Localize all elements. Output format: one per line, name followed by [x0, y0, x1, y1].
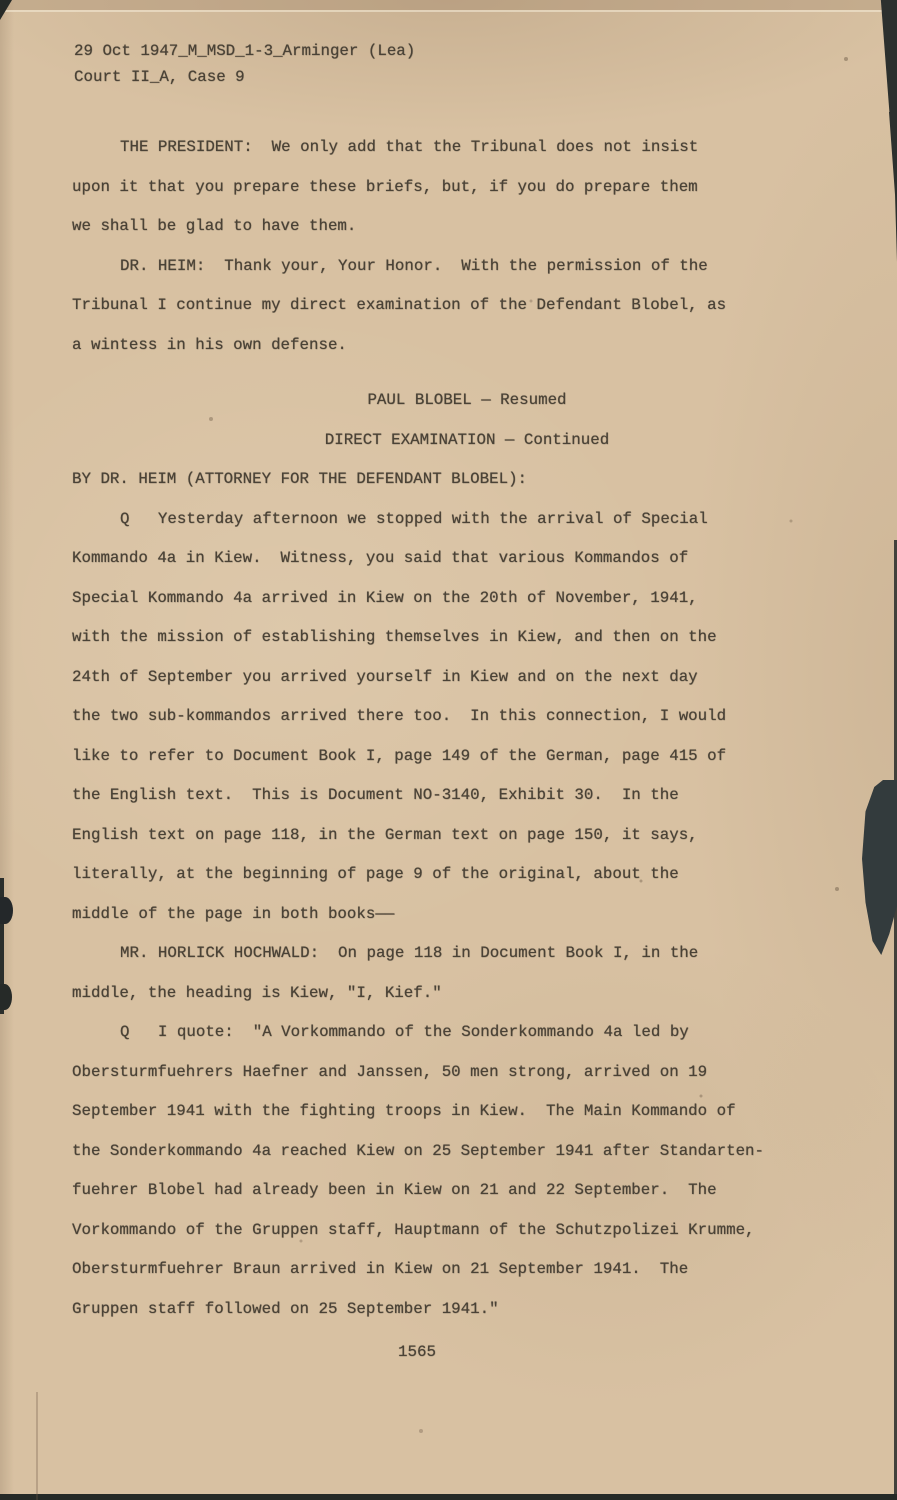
paper-tear [862, 780, 897, 955]
transcript-line: the English text. This is Document NO-3140, Exhibit 30. In the [72, 786, 679, 804]
left-edge-ink-blob [0, 984, 12, 1010]
transcript-line: the two sub-kommandos arrived there too. In this connection, I would [72, 707, 727, 725]
transcript-line: Q Yesterday afternoon we stopped with the arrival of Special [120, 509, 708, 528]
transcript-line: fuehrer Blobel had already been in Kiew on 21 and 22 September. The [72, 1181, 717, 1199]
transcript-line: middle of the page in both books—— [72, 904, 395, 923]
transcript-line: middle, the heading is Kiew, "I, Kief." [72, 983, 442, 1002]
section-subtitle: DIRECT EXAMINATION — Continued [324, 430, 610, 449]
transcript-line: 24th of September you arrived yourself in Kiew and on the next day [72, 667, 698, 686]
transcript-line: a wintess in his own defense. [72, 335, 347, 354]
scan-right-edge-taper [889, 112, 897, 262]
scan-right-edge-top [878, 0, 897, 112]
transcript-body [72, 128, 772, 1329]
paper-crease [36, 1392, 38, 1500]
transcript-line: the Sonderkommando 4a reached Kiew on 25 September 1941 after Standarten- [72, 1141, 765, 1160]
transcript-line: we shall be glad to have them. [72, 217, 357, 235]
transcript-line: MR. HORLICK HOCHWALD: On page 118 in Document Book I, in the [120, 944, 699, 962]
transcript-line: Obersturmfuehrers Haefner and Janssen, 50 men strong, arrived on 19 [72, 1062, 708, 1081]
transcript-line: BY DR. HEIM (ATTORNEY FOR THE DEFENDANT BLOBEL): [72, 470, 528, 488]
section-title: PAUL BLOBEL — Resumed [367, 391, 567, 409]
header-court-line: Court II_A, Case 9 [74, 68, 245, 86]
transcript-line: Q I quote: "A Vorkommando of the Sonderkommando 4a led by [120, 1023, 689, 1041]
transcript-line: DR. HEIM: Thank your, Your Honor. With the permission of the [120, 256, 708, 275]
transcript-line: upon it that you prepare these briefs, but, if you do prepare them [72, 177, 698, 196]
transcript-line: Vorkommando of the Gruppen staff, Hauptmann of the Schutzpolizei Krumme, [72, 1220, 755, 1239]
paper-top-edge-highlight [0, 10, 897, 12]
transcript-line: Obersturmfuehrer Braun arrived in Kiew on 21 September 1941. The [72, 1260, 689, 1278]
page-number: 1565 [398, 1343, 436, 1361]
transcript-line: literally, at the beginning of page 9 of the original, about the [72, 865, 679, 883]
transcript-line: Special Kommando 4a arrived in Kiew on the 20th of November, 1941, [72, 588, 698, 607]
transcript-line: with the mission of establishing themselves in Kiew, and then on the [72, 628, 717, 646]
transcript-line: THE PRESIDENT: We only add that the Tribunal does not insist [120, 138, 699, 156]
scan-bottom-edge [0, 1494, 897, 1500]
transcript-line: September 1941 with the fighting troops in Kiew. The Main Kommando of [72, 1102, 736, 1120]
left-edge-ink-blob [0, 897, 13, 924]
paper-specks [0, 0, 2, 2]
document-header [74, 38, 415, 90]
paper-top-edge-shadow [0, 0, 897, 10]
transcript-line: Kommando 4a in Kiew. Witness, you said that various Kommandos of [72, 549, 689, 567]
header-date-line: 29 Oct 1947_M_MSD_1-3_Arminger (Lea) [74, 42, 416, 60]
transcript-line: English text on page 118, in the German text on page 150, it says, [72, 825, 698, 844]
transcript-line: like to refer to Document Book I, page 149 of the German, page 415 of [72, 746, 727, 765]
transcript-line: Gruppen staff followed on 25 September 1941." [72, 1299, 499, 1318]
transcript-line: Tribunal I continue my direct examination of the Defendant Blobel, as [72, 296, 727, 314]
